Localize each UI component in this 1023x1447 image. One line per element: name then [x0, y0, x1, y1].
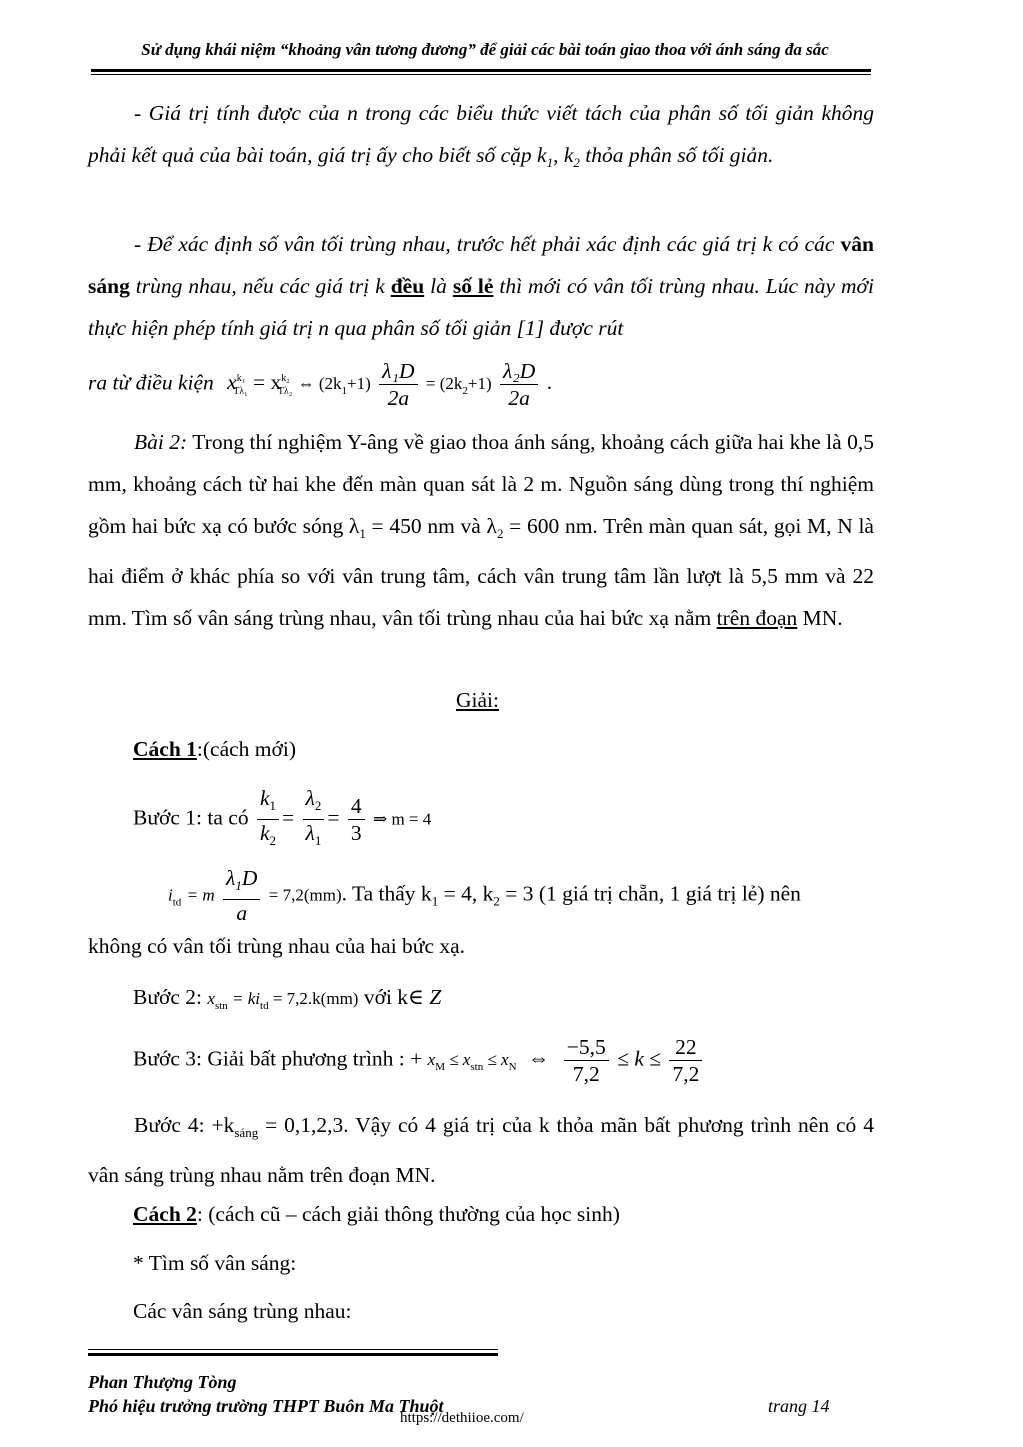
- footer-rule-thin: [88, 1349, 498, 1350]
- solution-heading: Giải:: [456, 688, 499, 712]
- header-rule-thin: [91, 74, 871, 75]
- bold-underlined-text: đều: [390, 274, 425, 298]
- bold-text: vân sáng: [88, 232, 874, 298]
- footer-rule-thick: [88, 1353, 498, 1356]
- source-url[interactable]: https://dethiioe.com/: [400, 1410, 524, 1426]
- footer-author: Phan Thượng Tòng: [88, 1372, 237, 1392]
- fraction: $\frac{-5,5}{7,2}$: [564, 1034, 609, 1087]
- fraction: $\frac{\text{λ₂D}}{2a}$: [500, 358, 538, 411]
- note-paragraph-1: - Giá trị tính được của n trong các biểu thức viết tách của phân số tối giản không phải kết quả của bài toán, giá trị ấy cho biết số cặp $k_1$, $k_2$ thỏa phân số tối giản.: [88, 101, 874, 170]
- condition-formula: $x^{k_1}_{T\lambda_1} = x^{k_2}_{T\lambda_2}$ ⇔ $(2k_1+1)$ $\frac{\text{λ₁D}}{2a}$ = $(2k_2+1)$ $\frac{\text{λ₂D}}{2a}$ .: [227, 359, 553, 410]
- step-4: Bước 4: $+k_{sáng} = 0,1,2,3$. Vậy có 4 giá trị của k thỏa mãn bất phương trình nên có 4 vân sáng trùng nhau nằm trên đoạn MN.: [88, 1113, 874, 1187]
- header-rule-thick: [91, 69, 871, 72]
- footer-role: Phó hiệu trưởng trường THPT Buôn Ma Thuột: [88, 1396, 444, 1416]
- fraction: $\frac{22}{7,2}$: [669, 1034, 702, 1087]
- step-1-itd: $i_{td} = m$ $\frac{\lambda_1D}{a}$ = 7,2(mm). Ta thấy $k_1 = 4$, $k_2 = 3$ (1 giá trị chẵn, 1 giá trị lẻ) nên: [168, 866, 801, 925]
- fraction: $\frac{\text{λ₁D}}{2a}$: [379, 358, 417, 411]
- step-1-conclusion: không có vân tối trùng nhau của hai bức xạ.: [88, 934, 466, 958]
- condition-line: ra từ điều kiện $x^{k_1}_{T\lambda_1} = x^{k_2}_{T\lambda_2}$ ⇔ $(2k_1+1)$ $\frac{\text{λ₁D}}{2a}$ = $(2k_2+1)$ $\frac{\text{λ₂D}}{2a}$ .: [88, 359, 553, 410]
- fraction: $\frac{k_1}{k_2}$: [257, 785, 279, 854]
- fraction: $\frac{\lambda_2}{\lambda_1}$: [303, 785, 325, 854]
- method-1-heading: Cách 1:(cách mới): [133, 737, 297, 761]
- step-3: Bước 3: Giải bất phương trình : + $x_M \le x_{stn} \le x_N$ ⇔ $\frac{-5,5}{7,2}$ ≤ k ≤ $\frac{22}{7,2}$: [133, 1034, 705, 1087]
- problem-label: Bài 2:: [134, 430, 188, 454]
- page-header: Sử dụng khái niệm “khoảng vân tương đương” để giải các bài toán giao thoa với ánh sáng đa sắc: [141, 40, 829, 59]
- find-bright-fringes: * Tìm số vân sáng:: [133, 1251, 297, 1275]
- fraction: $\frac{4}{3}$: [348, 793, 365, 846]
- problem-paragraph: Bài 2: Trong thí nghiệm Y-âng về giao thoa ánh sáng, khoảng cách giữa hai khe là 0,5 mm, khoảng cách từ hai khe đến màn quan sát là 2 m. Nguồn sáng dùng trong thí nghiệm gồm hai bức xạ có bước sóng $\lambda_1 = 450$ nm và $\lambda_2 = 600$ nm. Trên màn quan sát, gọi M, N là hai điểm ở khác phía so với vân trung tâm, cách vân trung tâm lần lượt là 5,5 mm và 22 mm. Tìm số vân sáng trùng nhau, vân tối trùng nhau của hai bức xạ nằm trên đoạn MN.: [88, 430, 874, 630]
- fraction: $\frac{\lambda_1D}{a}$: [223, 865, 260, 926]
- bold-underlined-text: số lẻ: [452, 274, 494, 298]
- method-2-heading: Cách 2: (cách cũ – cách giải thông thường của học sinh): [133, 1202, 620, 1226]
- step-1: Bước 1: ta có $\frac{k_1}{k_2}$ = $\frac{\lambda_2}{\lambda_1}$ = $\frac{4}{3}$ ⇒ m = 4: [133, 785, 431, 854]
- note-paragraph-2: - Để xác định số vân tối trùng nhau, trước hết phải xác định các giá trị k có các vân sáng trùng nhau, nếu các giá trị k đều là số lẻ thì mới có vân tối trùng nhau. Lúc này mới thực hiện phép tính giá trị n qua phân số tối giản [1] được rút: [88, 232, 874, 340]
- page-number: trang 14: [768, 1396, 830, 1416]
- step-2: Bước 2: $x_{stn} = ki_{td} = 7,2.k(mm)$ với k∈ Z: [133, 985, 442, 1012]
- coinciding-fringes: Các vân sáng trùng nhau:: [133, 1299, 352, 1323]
